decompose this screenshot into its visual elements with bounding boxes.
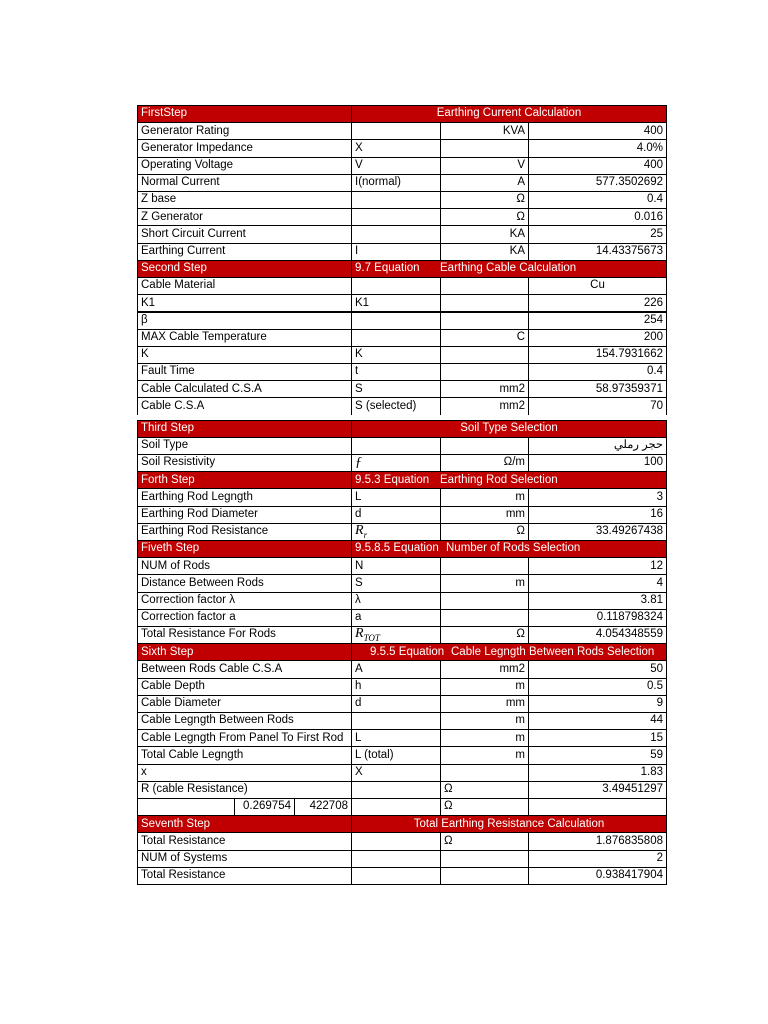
value-cell: 0.4 xyxy=(528,364,667,380)
table-row xyxy=(137,139,667,156)
value-cell: 226 xyxy=(528,295,667,311)
value-cell: 2 xyxy=(528,851,667,867)
unit-cell xyxy=(440,364,528,380)
symbol-cell: λ xyxy=(351,593,440,609)
symbol-cell xyxy=(351,833,440,849)
table-row xyxy=(137,488,667,505)
unit-cell xyxy=(440,610,528,626)
unit-cell: mm2 xyxy=(440,381,528,397)
param-label: Short Circuit Current xyxy=(137,226,351,242)
symbol-subscript: TOT xyxy=(363,632,380,643)
unit-cell: Ω xyxy=(440,524,528,540)
value-cell: 15 xyxy=(528,730,667,746)
param-label: Generator Impedance xyxy=(137,140,351,156)
symbol-cell xyxy=(351,524,440,540)
unit-cell: Ω xyxy=(440,833,528,849)
table-row xyxy=(137,781,667,798)
symbol-cell xyxy=(351,226,440,242)
symbol-cell xyxy=(351,313,440,328)
section-equation: 9.5.3 Equation xyxy=(351,472,440,488)
table-row xyxy=(137,609,667,626)
param-label: Cable Diameter xyxy=(137,696,351,712)
section-title: Sixth Step xyxy=(137,644,351,660)
unit-cell: m xyxy=(440,575,528,591)
unit-cell: V xyxy=(440,158,528,174)
section-subtitle: Earthing Cable Calculation xyxy=(440,261,667,277)
value-cell: 0.5 xyxy=(528,679,667,695)
section-subtitle: Earthing Current Calculation xyxy=(351,106,667,122)
param-label: Earthing Rod Legngth xyxy=(137,489,351,505)
table-row xyxy=(137,746,667,763)
table-row xyxy=(137,729,667,746)
symbol-cell: h xyxy=(351,679,440,695)
value-cell: 33.49267438 xyxy=(528,524,667,540)
table-row xyxy=(137,557,667,574)
value-cell: 3.81 xyxy=(528,593,667,609)
table-row xyxy=(137,329,667,346)
param-label: Total Cable Legngth xyxy=(137,747,351,763)
rod-resistance-symbol xyxy=(355,524,367,540)
unit-cell xyxy=(440,347,528,363)
split-cell-1 xyxy=(137,799,234,815)
table-row xyxy=(137,832,667,849)
symbol-cell: L xyxy=(351,730,440,746)
value-cell: 4.0% xyxy=(528,140,667,156)
param-label: x xyxy=(137,765,351,781)
param-label: Normal Current xyxy=(137,175,351,191)
unit-cell xyxy=(440,558,528,574)
section-equation: 9.5.5 Equation xyxy=(351,644,447,660)
value-cell: 1.876835808 xyxy=(528,833,667,849)
section-subtitle: Total Earthing Resistance Calculation xyxy=(351,816,667,832)
unit-cell: m xyxy=(440,747,528,763)
symbol-cell xyxy=(351,851,440,867)
symbol-cell: S (selected) xyxy=(351,398,440,414)
section-header-seventh-step xyxy=(137,815,667,832)
value-cell: 154.7931662 xyxy=(528,347,667,363)
symbol-cell: K xyxy=(351,347,440,363)
param-label: Earthing Rod Resistance xyxy=(137,524,351,540)
symbol-cell: A xyxy=(351,661,440,677)
unit-cell xyxy=(440,313,528,328)
section-title: Fiveth Step xyxy=(137,541,351,557)
unit-cell: mm xyxy=(440,696,528,712)
unit-cell xyxy=(440,140,528,156)
param-label: Cable Legngth From Panel To First Rod xyxy=(137,730,351,746)
symbol-cell: N xyxy=(351,558,440,574)
unit-cell: mm2 xyxy=(440,661,528,677)
table-row xyxy=(137,174,667,191)
value-cell: 16 xyxy=(528,507,667,523)
rho-symbol: ƒ xyxy=(355,455,362,471)
section-header-third-step xyxy=(137,420,667,437)
param-label: Z Generator xyxy=(137,209,351,225)
symbol-cell: d xyxy=(351,507,440,523)
value-cell: 25 xyxy=(528,226,667,242)
symbol-cell xyxy=(351,782,440,798)
soil-type-value: حجر رملي xyxy=(613,439,663,452)
section-title: FirstStep xyxy=(137,106,351,122)
unit-cell xyxy=(440,438,528,454)
unit-cell: KVA xyxy=(502,124,525,137)
symbol-cell: S xyxy=(351,575,440,591)
section-subtitle: Number of Rods Selection xyxy=(440,541,667,557)
table-row xyxy=(137,867,667,884)
value-cell: 400 xyxy=(528,158,667,174)
section-header-second-step xyxy=(137,260,667,277)
table-row xyxy=(137,157,667,174)
param-label: Operating Voltage xyxy=(137,158,351,174)
param-label: Cable Calculated C.S.A xyxy=(137,381,351,397)
value-cell: 0.118798324 xyxy=(528,610,667,626)
table-row xyxy=(137,243,667,260)
value-cell: 50 xyxy=(528,661,667,677)
value-cell xyxy=(528,799,667,815)
value-cell: 4.054348559 xyxy=(528,627,667,643)
symbol-cell: L xyxy=(351,489,440,505)
value-cell: 59 xyxy=(528,747,667,763)
symbol-cell: S xyxy=(351,381,440,397)
unit-cell: KA xyxy=(440,226,528,242)
param-label: Total Resistance xyxy=(137,833,351,849)
symbol-cell: d xyxy=(351,696,440,712)
value-cell xyxy=(528,438,667,454)
symbol-cell xyxy=(351,713,440,729)
table-row xyxy=(137,764,667,781)
param-label: Fault Time xyxy=(137,364,351,380)
param-label: NUM of Rods xyxy=(137,558,351,574)
table-row xyxy=(137,191,667,208)
calculation-sheet xyxy=(137,105,667,883)
unit-cell xyxy=(440,765,528,781)
param-label: β xyxy=(137,313,351,328)
section-equation: 9.5.8.5 Equation xyxy=(351,541,440,557)
unit-cell: Ω xyxy=(440,192,528,208)
table-row xyxy=(137,592,667,609)
section-header-first-step xyxy=(137,105,667,122)
value-cell: 100 xyxy=(528,455,667,471)
unit-cell: mm xyxy=(440,507,528,523)
value-cell: 1.83 xyxy=(528,765,667,781)
unit-cell: Ω xyxy=(440,627,528,643)
symbol-cell: I(normal) xyxy=(351,175,440,191)
value-cell: 44 xyxy=(528,713,667,729)
param-label: Cable Legngth Between Rods xyxy=(137,713,351,729)
value-cell: 12 xyxy=(528,558,667,574)
symbol-base: R xyxy=(355,522,364,538)
param-label: Correction factor a xyxy=(137,610,351,626)
value-cell: 577.3502692 xyxy=(528,175,667,191)
table-row xyxy=(137,363,667,380)
table-row xyxy=(137,380,667,397)
table-row xyxy=(137,454,667,471)
table-row xyxy=(137,506,667,523)
symbol-cell xyxy=(351,627,440,643)
symbol-subscript: r xyxy=(363,529,368,540)
symbol-cell xyxy=(351,799,440,815)
param-label: Cable Depth xyxy=(137,679,351,695)
unit-cell: m xyxy=(440,713,528,729)
table-row xyxy=(137,225,667,242)
value-cell: 0.938417904 xyxy=(528,868,667,884)
symbol-cell: I xyxy=(351,244,440,260)
unit-cell xyxy=(440,868,528,884)
param-label: Earthing Current xyxy=(137,244,351,260)
unit-cell xyxy=(440,593,528,609)
unit-cell xyxy=(440,295,528,311)
unit-cell: mm2 xyxy=(440,398,528,414)
value-cell: 14.43375673 xyxy=(528,244,667,260)
param-label: Z base xyxy=(137,192,351,208)
param-label: Total Resistance For Rods xyxy=(137,627,351,643)
symbol-cell: V xyxy=(351,158,440,174)
symbol-cell: L (total) xyxy=(351,747,440,763)
unit-cell: C xyxy=(440,330,528,346)
param-label: Cable C.S.A xyxy=(137,398,351,414)
table-row xyxy=(137,523,667,540)
section-header-sixth-step xyxy=(137,643,667,660)
table-row xyxy=(137,574,667,591)
table-row xyxy=(137,660,667,677)
symbol-cell xyxy=(351,868,440,884)
section-subtitle: Earthing Rod Selection xyxy=(440,472,667,488)
unit-cell: m xyxy=(440,679,528,695)
table-row xyxy=(137,277,667,294)
section-subtitle: Cable Legngth Between Rods Selection xyxy=(447,644,667,660)
param-label: Total Resistance xyxy=(137,868,351,884)
param-label: Generator Rating xyxy=(137,123,351,139)
param-label: R (cable Resistance) xyxy=(137,782,351,798)
table-row xyxy=(137,397,667,414)
param-label: K xyxy=(137,347,351,363)
unit-cell: KA xyxy=(440,244,528,260)
value-cell: 400 xyxy=(528,123,667,139)
param-label: Distance Between Rods xyxy=(137,575,351,591)
section-subtitle: Soil Type Selection xyxy=(351,421,667,437)
value-cell: 0.016 xyxy=(528,209,667,225)
value-cell: 254 xyxy=(528,313,667,328)
symbol-cell xyxy=(351,330,440,346)
symbol-cell: a xyxy=(351,610,440,626)
value-cell: 58.97359371 xyxy=(528,381,667,397)
rods-total-symbol xyxy=(355,627,380,643)
symbol-base: R xyxy=(355,626,364,642)
param-label: Between Rods Cable C.S.A xyxy=(137,661,351,677)
table-row xyxy=(137,850,667,867)
param-label: NUM of Systems xyxy=(137,851,351,867)
value-cell: 70 xyxy=(528,398,667,414)
table-row xyxy=(137,695,667,712)
section-header-forth-step xyxy=(137,471,667,488)
symbol-cell: X xyxy=(351,140,440,156)
table-row xyxy=(137,311,667,328)
unit-cell: Ω xyxy=(440,799,528,815)
value-cell: Cu xyxy=(528,278,667,294)
table-bottom-border xyxy=(137,884,667,885)
param-label: MAX Cable Temperature xyxy=(137,330,351,346)
table-row xyxy=(137,626,667,643)
param-label: Soil Type xyxy=(137,438,351,454)
table-row xyxy=(137,678,667,695)
table-row xyxy=(137,346,667,363)
unit-cell xyxy=(440,851,528,867)
split-cell-2: 0.269754 xyxy=(234,799,294,815)
param-label: Soil Resistivity xyxy=(137,455,351,471)
table-row xyxy=(137,798,667,815)
unit-cell: Ω xyxy=(440,782,528,798)
unit-cell: m xyxy=(440,730,528,746)
section-title: Seventh Step xyxy=(137,816,351,832)
symbol-cell xyxy=(351,192,440,208)
param-label: Correction factor λ xyxy=(137,593,351,609)
value-cell: 200 xyxy=(528,330,667,346)
value-cell: 4 xyxy=(528,575,667,591)
table-row xyxy=(137,208,667,225)
value-cell: 3 xyxy=(528,489,667,505)
section-title: Forth Step xyxy=(137,472,351,488)
symbol-cell xyxy=(351,209,440,225)
symbol-cell: t xyxy=(351,364,440,380)
unit-cell: A xyxy=(440,175,528,191)
section-title: Third Step xyxy=(137,421,351,437)
section-equation: 9.7 Equation xyxy=(351,261,440,277)
value-cell: 0.4 xyxy=(528,192,667,208)
section-title: Second Step xyxy=(137,261,351,277)
param-label: Earthing Rod Diameter xyxy=(137,507,351,523)
table-row xyxy=(137,294,667,311)
unit-cell: Ω/m xyxy=(440,455,528,471)
table-row xyxy=(137,122,667,139)
symbol-cell xyxy=(351,438,440,454)
value-cell: 3.49451297 xyxy=(528,782,667,798)
symbol-cell xyxy=(351,455,440,471)
section-header-fiveth-step xyxy=(137,540,667,557)
symbol-cell: X xyxy=(351,765,440,781)
param-label: K1 xyxy=(137,295,351,311)
value-cell: 9 xyxy=(528,696,667,712)
unit-cell: m xyxy=(440,489,528,505)
param-label: Cable Material xyxy=(137,278,351,294)
unit-cell xyxy=(440,278,528,294)
symbol-cell: K1 xyxy=(351,295,440,311)
split-cell-3: 422708 xyxy=(294,799,351,815)
unit-cell: Ω xyxy=(440,209,528,225)
table-row xyxy=(137,437,667,454)
table-row xyxy=(137,712,667,729)
symbol-cell xyxy=(351,278,440,294)
symbol-cell xyxy=(351,123,440,139)
